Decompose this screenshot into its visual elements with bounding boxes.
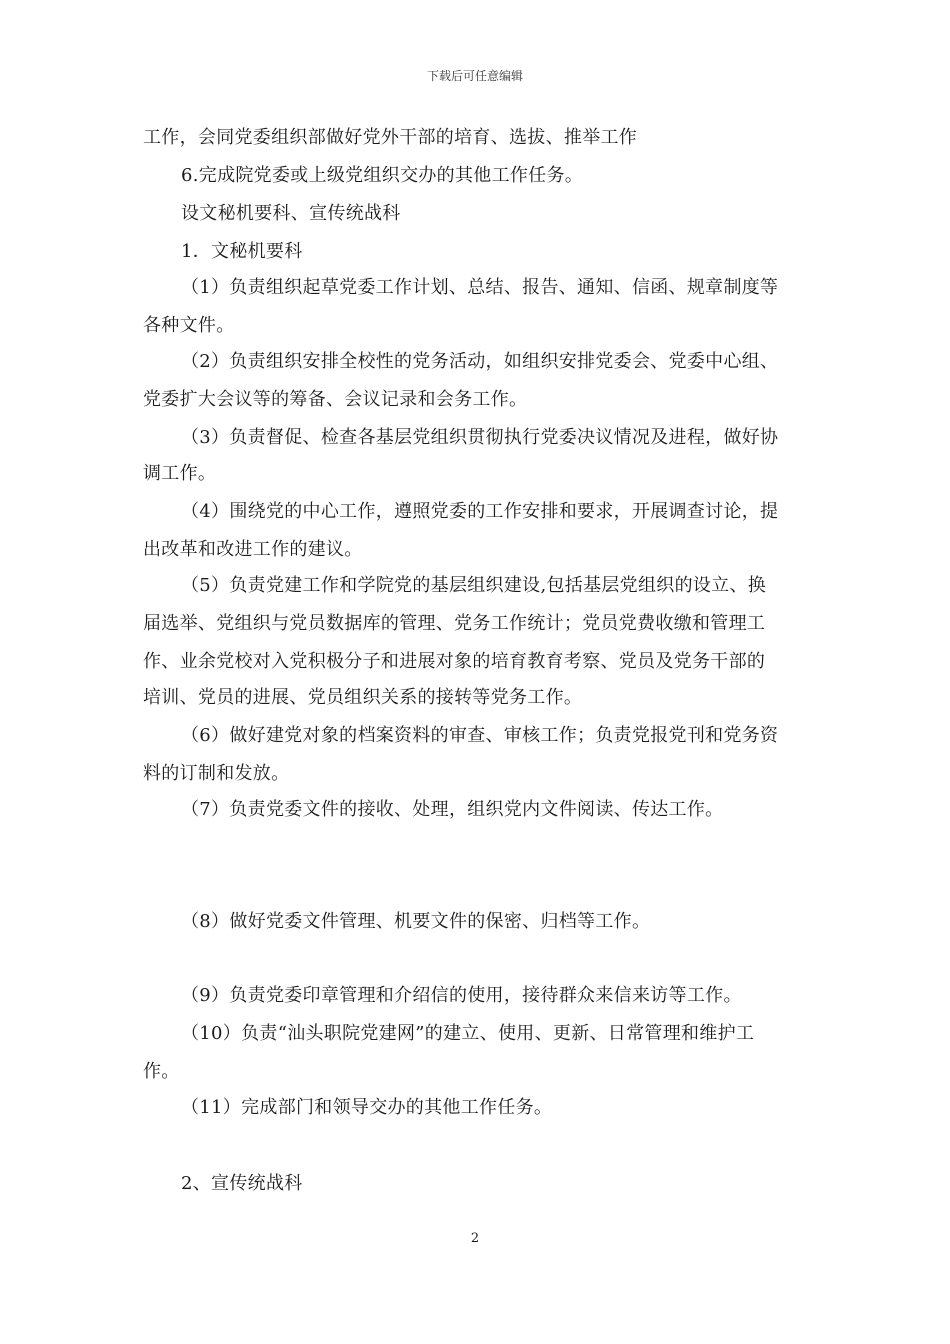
section-heading: 2、宣传统战科 <box>181 1173 303 1194</box>
paragraph-line: （5）负责党建工作和学院党的基层组织建设,包括基层党组织的设立、换 <box>181 575 767 596</box>
paragraph-line: （9）负责党委印章管理和介绍信的使用，接待群众来信来访等工作。 <box>181 985 742 1006</box>
paragraph-line: （7）负责党委文件的接收、处理，组织党内文件阅读、传达工作。 <box>181 799 724 820</box>
paragraph-line: （2）负责组织安排全校性的党务活动，如组织安排党委会、党委中心组、 <box>181 351 779 372</box>
paragraph-line: （1）负责组织起草党委工作计划、总结、报告、通知、信函、规章制度等 <box>181 277 779 298</box>
paragraph-line: 调工作。 <box>143 463 217 484</box>
paragraph-line: 作、业余党校对入党积极分子和进展对象的培育教育考察、党员及党务干部的 <box>143 651 766 672</box>
paragraph-line: （8）做好党委文件管理、机要文件的保密、归档等工作。 <box>181 911 651 932</box>
paragraph-line: （10）负责“汕头职院党建网”的建立、使用、更新、日常管理和维护工 <box>181 1023 755 1044</box>
paragraph-line: 料的订制和发放。 <box>143 763 290 784</box>
section-heading: 1．文秘机要科 <box>181 241 303 262</box>
paragraph-line: （6）做好建党对象的档案资料的审查、审核工作；负责党报党刊和党务资 <box>181 725 779 746</box>
header-note: 下载后可任意编辑 <box>426 69 523 83</box>
paragraph-line: （11）完成部门和领导交办的其他工作任务。 <box>181 1097 553 1118</box>
paragraph-line: 工作，会同党委组织部做好党外干部的培育、选拔、推举工作 <box>143 127 638 148</box>
section-heading: 设文秘机要科、宣传统战科 <box>181 203 401 224</box>
paragraph-line: （4）围绕党的中心工作，遵照党委的工作安排和要求，开展调查讨论，提 <box>181 501 779 522</box>
paragraph-line: 出改革和改进工作的建议。 <box>143 539 363 560</box>
paragraph-line: 党委扩大会议等的筹备、会议记录和会务工作。 <box>143 389 528 410</box>
paragraph-line: 届选举、党组织与党员数据库的管理、党务工作统计；党员党费收缴和管理工 <box>143 613 766 634</box>
page-number: 2 <box>470 1231 480 1246</box>
paragraph-line: 培训、党员的进展、党员组织关系的接转等党务工作。 <box>143 687 583 708</box>
paragraph-line: 作。 <box>143 1061 180 1082</box>
paragraph-line: 6.完成院党委或上级党组织交办的其他工作任务。 <box>181 165 584 186</box>
paragraph-line: 各种文件。 <box>143 315 235 336</box>
paragraph-line: （3）负责督促、检查各基层党组织贯彻执行党委决议情况及进程，做好协 <box>181 427 779 448</box>
